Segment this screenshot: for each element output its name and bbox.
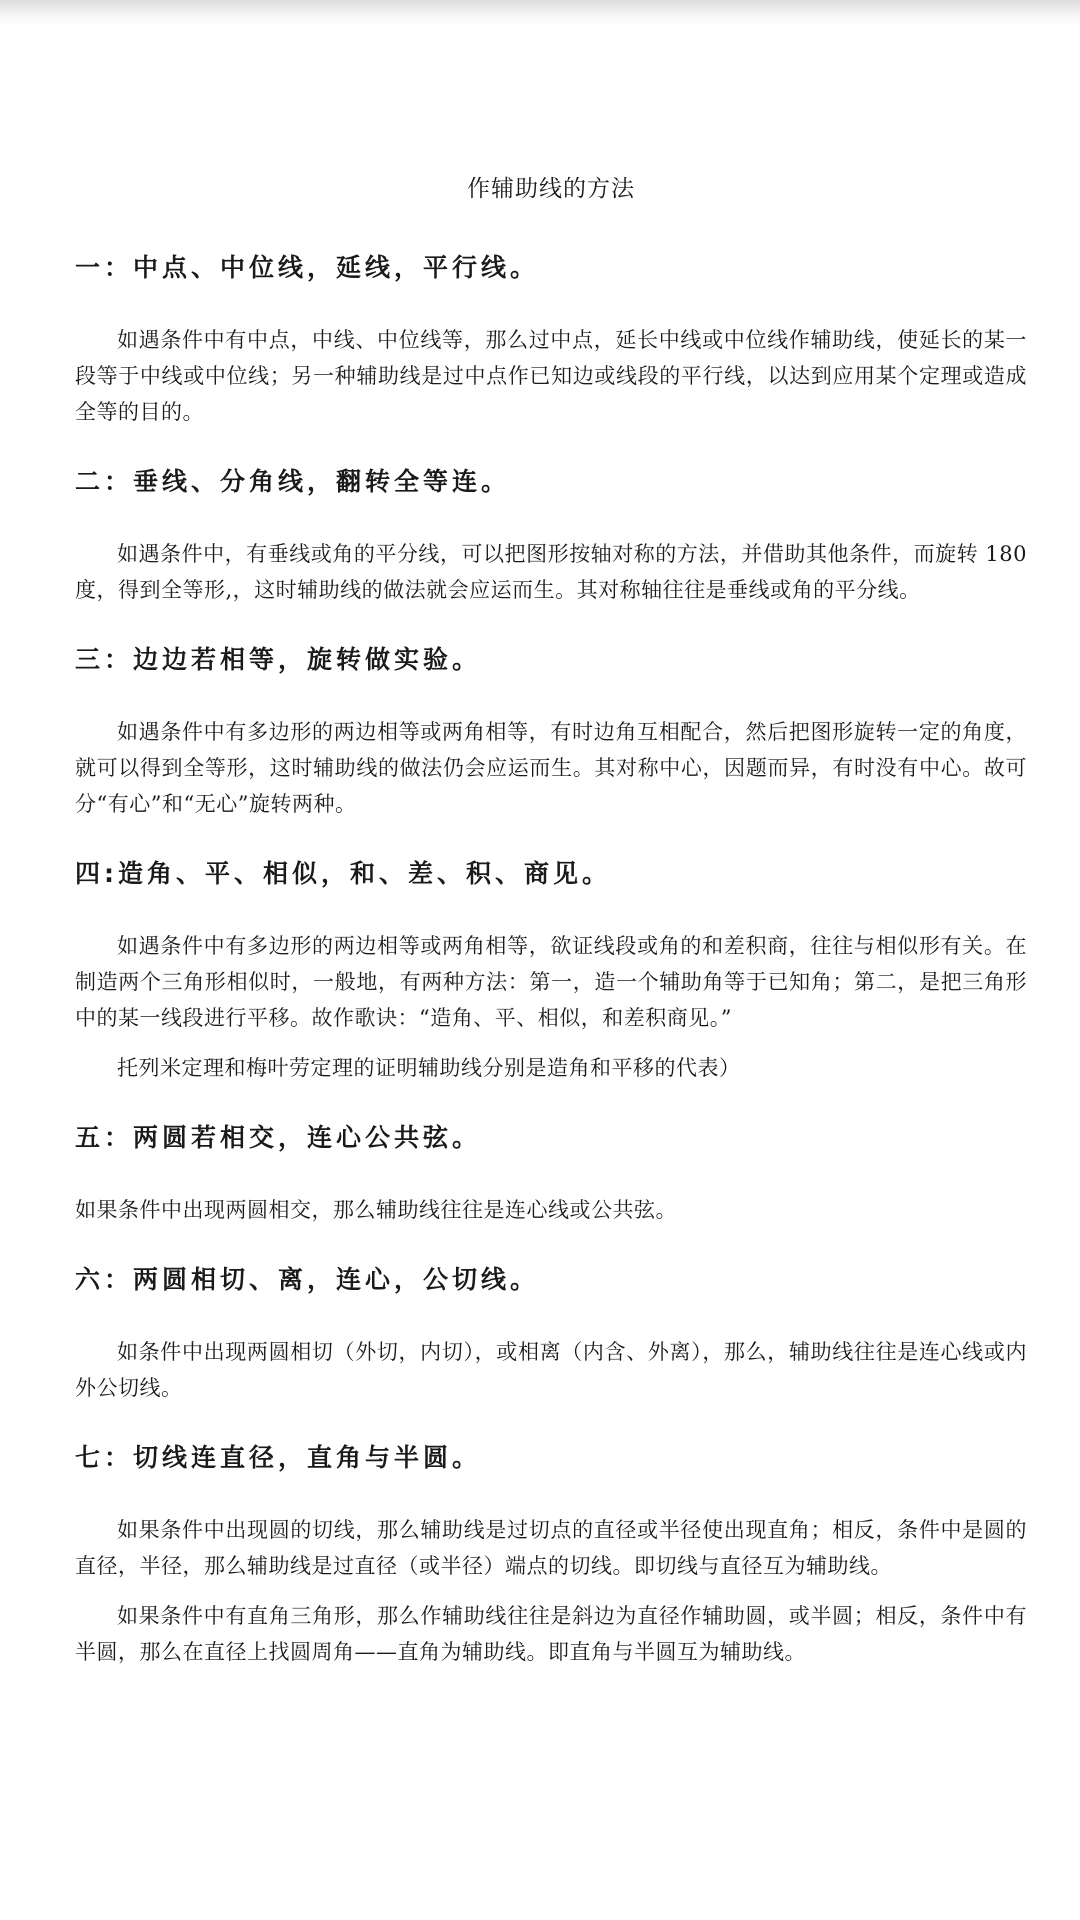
section-heading: 七：切线连直径，直角与半圆。 [75, 1443, 482, 1472]
top-shadow [0, 0, 1080, 26]
section-heading: 一：中点、中位线，延线，平行线。 [75, 253, 540, 282]
section-7 [75, 1438, 1027, 1670]
section-5 [75, 1118, 1027, 1228]
section-paragraph: 如果条件中出现圆的切线，那么辅助线是过切点的直径或半径使出现直角；相反，条件中是圆的直径，半径，那么辅助线是过直径（或半径）端点的切线。即切线与直径互为辅助线。 [75, 1518, 1027, 1578]
section-1 [75, 248, 1027, 430]
section-heading: 三：边边若相等，旋转做实验。 [75, 645, 482, 674]
section-paragraph: 如遇条件中，有垂线或角的平分线，可以把图形按轴对称的方法，并借助其他条件，而旋转 180 度，得到全等形,，这时辅助线的做法就会应运而生。其对称轴往往是垂线或角的平分线。 [75, 542, 1027, 602]
section-heading: 二：垂线、分角线，翻转全等连。 [75, 467, 511, 496]
section-paragraph: 如果条件中出现两圆相交，那么辅助线往往是连心线或公共弦。 [75, 1198, 677, 1222]
section-4 [75, 854, 1027, 1086]
document-page [75, 170, 1027, 1702]
section-paragraph: 如遇条件中有中点，中线、中位线等，那么过中点，延长中线或中位线作辅助线，使延长的某一段等于中线或中位线；另一种辅助线是过中点作已知边或线段的平行线，以达到应用某个定理或造成全等的目的。 [75, 328, 1027, 424]
section-heading: 五：两圆若相交，连心公共弦。 [75, 1123, 482, 1152]
section-paragraph: 如遇条件中有多边形的两边相等或两角相等，欲证线段或角的和差积商，往往与相似形有关。在制造两个三角形相似时，一般地，有两种方法：第一，造一个辅助角等于已知角；第二，是把三角形中的某一线段进行平移。故作歌诀：“造角、平、相似，和差积商见。” [75, 934, 1027, 1030]
section-note: 托列米定理和梅叶劳定理的证明辅助线分别是造角和平移的代表） [117, 1056, 741, 1080]
section-paragraph: 如遇条件中有多边形的两边相等或两角相等，有时边角互相配合，然后把图形旋转一定的角度，就可以得到全等形，这时辅助线的做法仍会应运而生。其对称中心，因题而异，有时没有中心。故可分“有心”和“无心”旋转两种。 [75, 720, 1027, 816]
section-heading: 六：两圆相切、离，连心，公切线。 [75, 1265, 540, 1294]
section-paragraph: 如条件中出现两圆相切（外切，内切），或相离（内含、外离），那么，辅助线往往是连心线或内外公切线。 [75, 1340, 1027, 1400]
section-6 [75, 1260, 1027, 1406]
section-paragraph: 如果条件中有直角三角形，那么作辅助线往往是斜边为直径作辅助圆，或半圆；相反，条件中有半圆，那么在直径上找圆周角——直角为辅助线。即直角与半圆互为辅助线。 [75, 1604, 1027, 1664]
section-2 [75, 462, 1027, 608]
document-title: 作辅助线的方法 [467, 176, 635, 202]
section-3 [75, 640, 1027, 822]
section-heading: 四:造角、平、相似，和、差、积、商见。 [75, 859, 611, 888]
